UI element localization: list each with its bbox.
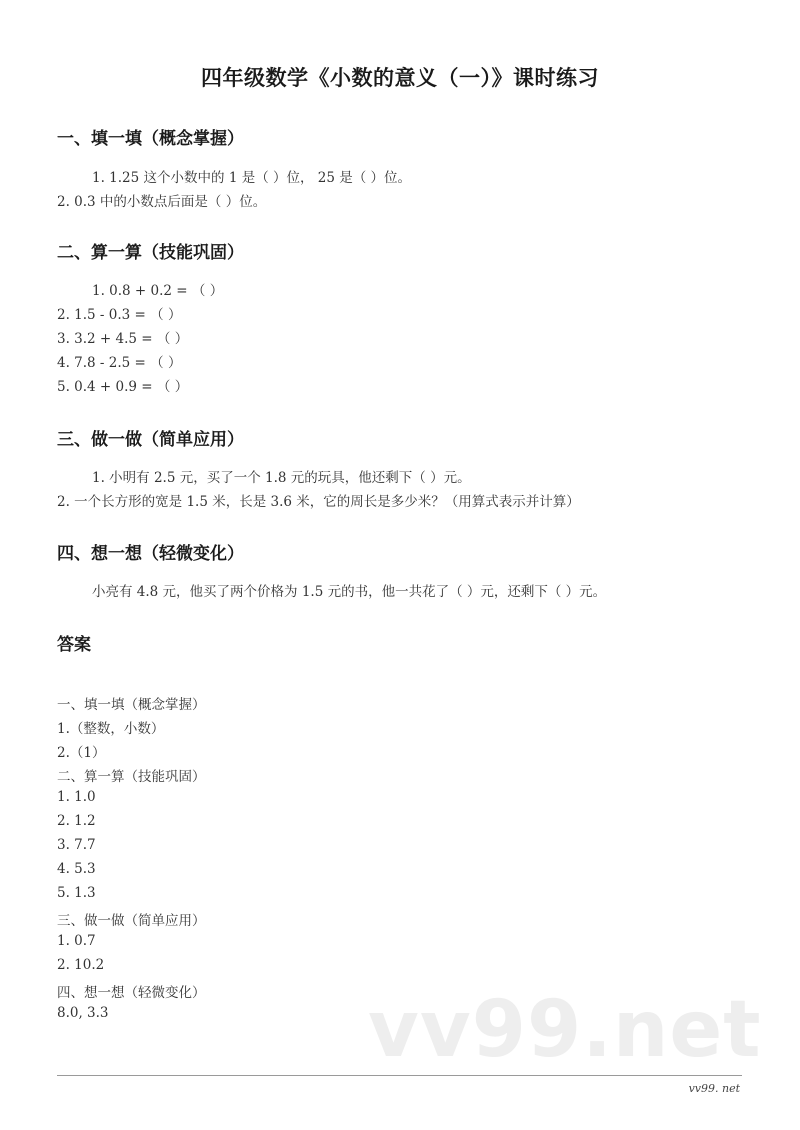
page-title: 四年级数学《小数的意义（一）》课时练习: [201, 66, 599, 90]
answers-heading: 答案: [57, 635, 91, 655]
footer-site-label: vv99. net: [688, 1082, 740, 1095]
answer-line: 二、算一算（技能巩固）: [57, 769, 206, 785]
answer-line: 1. 1.0: [57, 789, 96, 805]
footer-divider: [57, 1075, 742, 1076]
answer-line: 3. 7.7: [57, 837, 96, 853]
answer-line: 1.（整数，小数）: [57, 721, 165, 737]
question-item: 1. 0.8 + 0.2 = （ ）: [92, 283, 224, 299]
answer-line: 四、想一想（轻微变化）: [57, 985, 206, 1001]
answer-line: 2. 10.2: [57, 957, 105, 973]
answer-line: 4. 5.3: [57, 861, 96, 877]
question-item: 1. 小明有 2.5 元，买了一个 1.8 元的玩具，他还剩下（ ）元。: [92, 470, 471, 486]
question-item: 2. 0.3 中的小数点后面是（ ）位。: [57, 194, 267, 210]
question-item: 4. 7.8 - 2.5 = （ ）: [57, 355, 182, 371]
section-heading-apply: 三、做一做（简单应用）: [57, 430, 244, 450]
section-heading-calculate: 二、算一算（技能巩固）: [57, 243, 244, 263]
answer-line: 三、做一做（简单应用）: [57, 913, 206, 929]
question-item: 3. 3.2 + 4.5 = （ ）: [57, 331, 189, 347]
answer-line: 2. 1.2: [57, 813, 96, 829]
watermark: vv99.net: [368, 985, 762, 1075]
section-heading-fill-in: 一、填一填（概念掌握）: [57, 129, 244, 149]
section-heading-think: 四、想一想（轻微变化）: [57, 544, 244, 564]
question-item: 1. 1.25 这个小数中的 1 是（ ）位， 25 是（ ）位。: [92, 170, 412, 186]
question-item: 小亮有 4.8 元，他买了两个价格为 1.5 元的书，他一共花了（ ）元，还剩下（ ）元。: [92, 584, 607, 600]
question-item: 2. 1.5 - 0.3 = （ ）: [57, 307, 182, 323]
question-item: 5. 0.4 + 0.9 = （ ）: [57, 379, 189, 395]
question-item: 2. 一个长方形的宽是 1.5 米，长是 3.6 米，它的周长是多少米？（用算式表示并计算）: [57, 494, 580, 510]
answer-line: 2.（1）: [57, 745, 106, 761]
answer-line: 1. 0.7: [57, 933, 96, 949]
answer-line: 一、填一填（概念掌握）: [57, 697, 206, 713]
answer-line: 5. 1.3: [57, 885, 96, 901]
answer-line: 8.0, 3.3: [57, 1005, 109, 1021]
